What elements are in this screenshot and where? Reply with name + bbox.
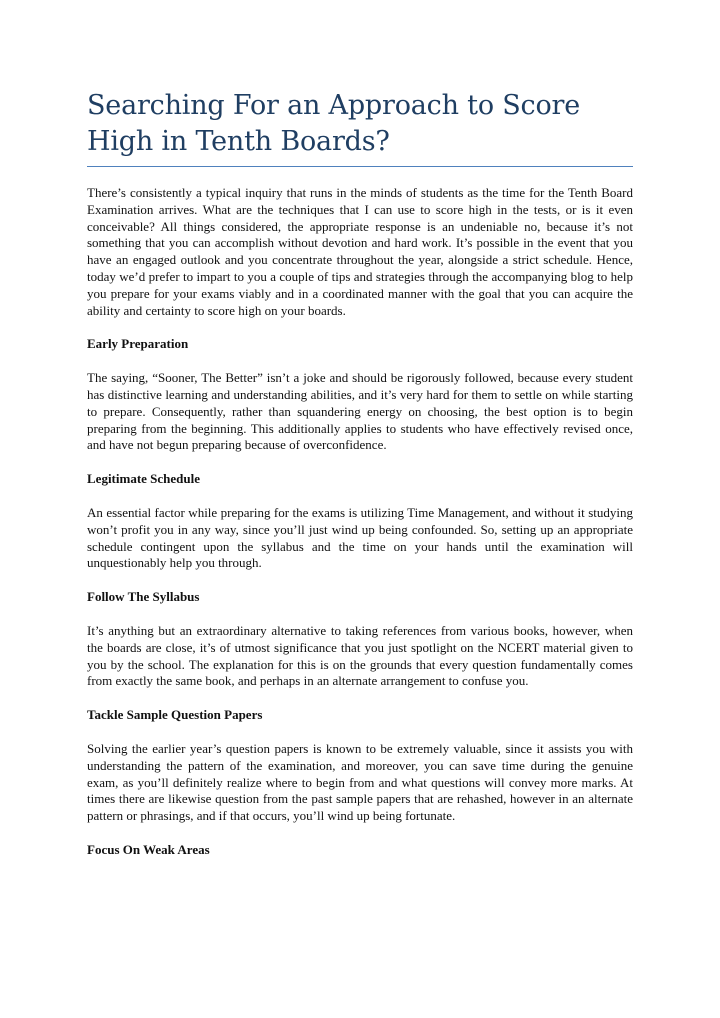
document-title xyxy=(87,88,633,166)
section-body-sample-papers: Solving the earlier year’s question papers is known to be extremely valuable, since it assists you with understanding the pattern of the examination, and moreover, you can save time during the genuine exam, as you’ll definitely realize where to begin from and what questions will convey more marks. At times there are likewise question from the past sample papers that are rehashed, however in an alternate pattern or phrasings, and if that occurs, you’ll wind up being fortunate. xyxy=(87,740,633,824)
title-line-1: Searching For an Approach to Score xyxy=(87,90,581,121)
title-divider xyxy=(87,166,633,167)
section-body-follow-syllabus: It’s anything but an extraordinary alternative to taking references from various books, however, when the boards are close, it’s of utmost significance that you just spotlight on the NCERT material given to you by the school. The explanation for this is on the grounds that every question fundamentally comes from exactly the same book, and perhaps in an alternate arrangement to confuse you. xyxy=(87,622,633,689)
section-heading-legitimate-schedule: Legitimate Schedule xyxy=(87,471,201,487)
section-heading-weak-areas: Focus On Weak Areas xyxy=(87,841,210,857)
document-page xyxy=(87,88,633,876)
section-heading-follow-syllabus: Follow The Syllabus xyxy=(87,589,200,605)
section-body-legitimate-schedule: An essential factor while preparing for the exams is utilizing Time Management, and without it studying won’t profit you in any way, since you’ll just wind up being confounded. So, setting up an appropriate schedule contingent upon the syllabus and the time on your hands until the examination will unquestionably help you through. xyxy=(87,504,633,571)
title-line-2: High in Tenth Boards? xyxy=(87,126,390,157)
section-body-early-preparation: The saying, “Sooner, The Better” isn’t a joke and should be rigorously followed, because every student has distinctive learning and understanding abilities, and it’s very hard for them to settle on while starting to prepare. Consequently, rather than squandering energy on choosing, the best option is to begin preparing from the beginning. This additionally applies to students who have effectively revised once, and have not begun preparing because of overconfidence. xyxy=(87,370,633,453)
section-heading-early-preparation: Early Preparation xyxy=(87,336,189,352)
section-heading-sample-papers: Tackle Sample Question Papers xyxy=(87,707,263,723)
intro-paragraph: There’s consistently a typical inquiry that runs in the minds of students as the time for the Tenth Board Examination arrives. What are the techniques that I can use to score high in the tests, or is it even conceivable? All things considered, the appropriate response is an undeniable no, because it’s not something that you can accomplish without devotion and hard work. It’s possible in the event that you have an engaged outlook and you concentrate throughout the year, alongside a strict schedule. Hence, today we’d prefer to impart to you a couple of tips and strategies through the accompanying blog to help you prepare for your exams viably and in a coordinated manner with the goal that you can acquire the ability and certainty to score high on your boards. xyxy=(87,185,633,318)
